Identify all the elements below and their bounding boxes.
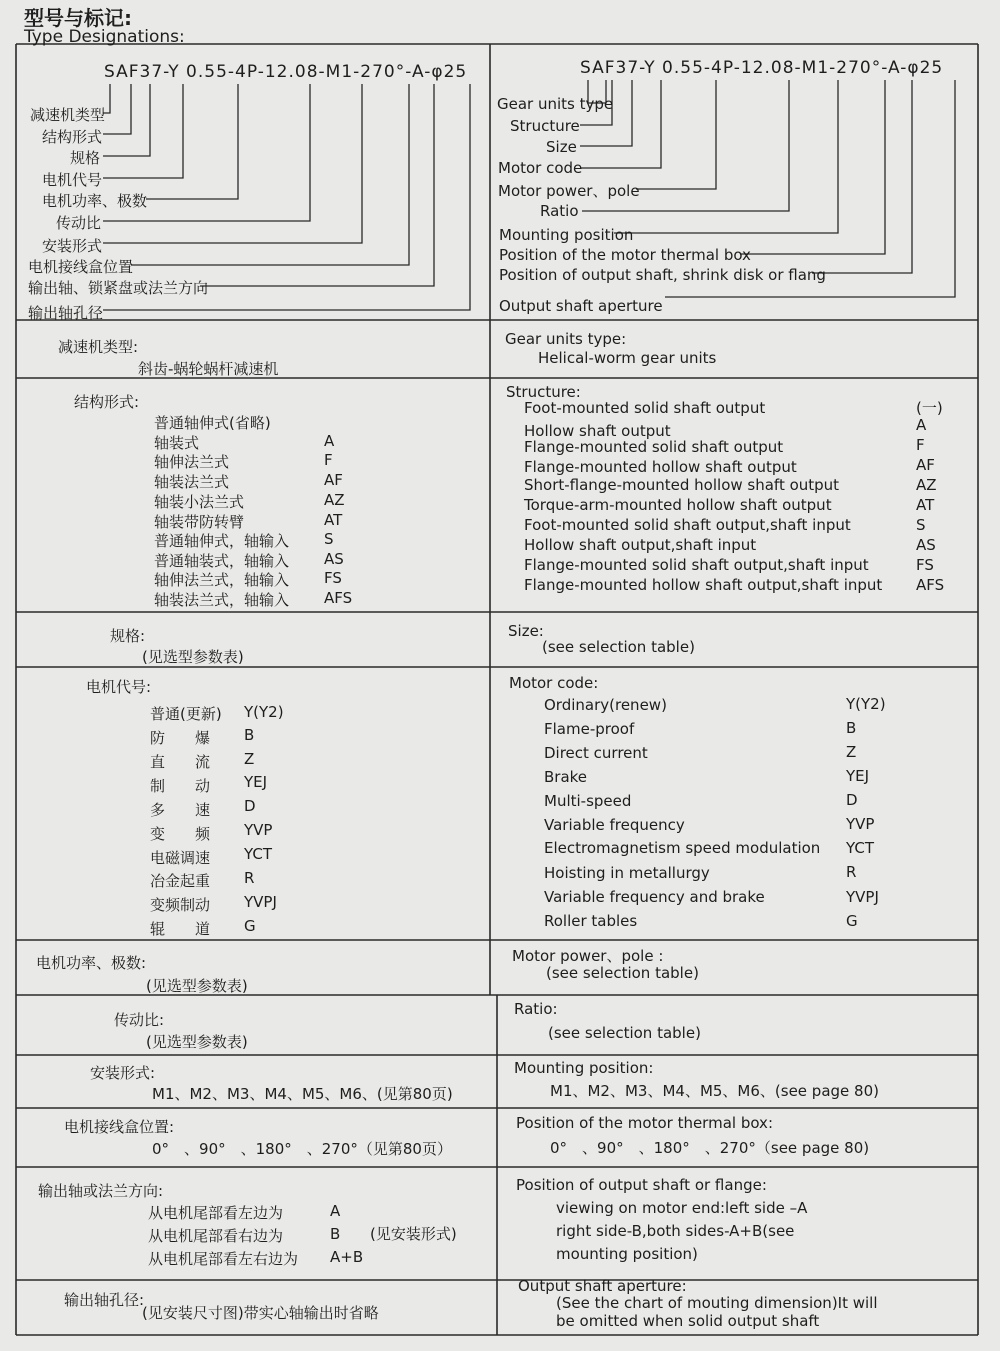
ratio-value-cn: (见选型参数表): [146, 1033, 248, 1051]
output-dir-note-cn: (见安装形式): [370, 1225, 457, 1243]
gear-type-title-en: Gear units type:: [505, 330, 627, 348]
title-en: Type Designations:: [24, 27, 185, 47]
thermal-box-title-en: Position of the motor thermal box:: [516, 1114, 773, 1132]
motor-code-title-cn: 电机代号:: [86, 678, 152, 696]
motor-power-title-cn: 电机功率、极数:: [36, 954, 147, 972]
code-cell: A: [916, 416, 927, 434]
list-item: 防 爆: [150, 729, 211, 747]
list-item: 普通轴伸式，轴输入: [154, 532, 290, 550]
list-item: Torque-arm-mounted hollow shaft output: [524, 496, 832, 514]
list-item: 轴装带防转臂: [154, 513, 245, 531]
label-cn-output-dir: 输出轴、锁紧盘或法兰方向: [28, 279, 209, 297]
list-item: 轴装法兰式，轴输入: [154, 591, 290, 609]
designation-code-left: SAF37-Y 0.55-4P-12.08-M1-270°-A-φ25: [104, 62, 468, 82]
aperture-title-en: Output shaft aperture:: [518, 1277, 687, 1295]
list-item: 变 频: [150, 825, 211, 843]
mounting-title-en: Mounting position:: [514, 1059, 654, 1077]
thermal-box-title-cn: 电机接线盒位置:: [64, 1118, 175, 1136]
list-item: Flange-mounted solid shaft output: [524, 438, 784, 456]
label-en-motor-code: Motor code: [498, 159, 583, 177]
list-item: Hollow shaft output,shaft input: [524, 536, 757, 554]
size-value-cn: (见选型参数表): [142, 648, 244, 666]
code-cell: B: [244, 726, 255, 744]
list-item: Flame-proof: [544, 720, 635, 738]
list-item: Ordinary(renew): [544, 696, 667, 714]
code-cell: AF: [324, 471, 343, 489]
code-cell: AS: [324, 550, 344, 568]
motor-power-title-en: Motor power、pole :: [512, 947, 664, 965]
label-en-structure: Structure: [510, 117, 580, 135]
list-item: 电磁调速: [150, 849, 211, 867]
motor-code-title-en: Motor code:: [509, 674, 599, 692]
list-item: 轴装式: [154, 434, 200, 452]
code-cell: AZ: [916, 476, 937, 494]
code-cell: AT: [324, 511, 343, 529]
list-item: Foot-mounted solid shaft output,shaft input: [524, 516, 851, 534]
code-cell: FS: [916, 556, 934, 574]
label-cn-structure: 结构形式: [42, 128, 103, 146]
code-cell: F: [916, 436, 925, 454]
list-item: Brake: [544, 768, 588, 786]
output-dir-line-en: right side-B,both sides-A+B(see: [556, 1222, 795, 1240]
code-cell: S: [324, 530, 334, 548]
label-en-output-dir: Position of output shaft, shrink disk or flang: [499, 266, 826, 284]
code-cell: YVP: [244, 821, 273, 839]
code-cell: R: [846, 863, 857, 881]
code-cell: A: [324, 432, 335, 450]
code-cell: A: [330, 1202, 341, 1220]
code-cell: G: [244, 917, 256, 935]
gear-type-value-cn: 斜齿-蜗轮蜗杆减速机: [138, 360, 279, 378]
list-item: Multi-speed: [544, 792, 632, 810]
list-item: 轴装法兰式: [154, 473, 230, 491]
code-cell: Y(Y2): [244, 703, 284, 721]
code-cell: D: [244, 797, 256, 815]
label-cn-gear-type: 减速机类型: [30, 106, 106, 124]
mounting-value-en: M1、M2、M3、M4、M5、M6、(see page 80): [550, 1082, 879, 1100]
code-cell: A+B: [330, 1248, 364, 1266]
list-item: Electromagnetism speed modulation: [544, 839, 821, 857]
list-item: 冶金起重: [150, 872, 211, 890]
title-cn: 型号与标记:: [24, 6, 132, 30]
label-cn-aperture: 输出轴孔径: [28, 304, 104, 322]
thermal-box-value-cn: 0° 、90° 、180° 、270°（见第80页）: [152, 1140, 452, 1158]
ratio-title-en: Ratio:: [514, 1000, 558, 1018]
code-cell: B: [330, 1225, 341, 1243]
code-cell: AZ: [324, 491, 345, 509]
code-cell: YEJ: [846, 767, 870, 785]
code-cell: YVPJ: [846, 888, 879, 906]
label-en-size: Size: [546, 138, 577, 156]
list-item: 从电机尾部看左边为: [148, 1204, 284, 1222]
code-cell: Y(Y2): [846, 695, 886, 713]
ratio-title-cn: 传动比:: [114, 1011, 165, 1029]
list-item: 制 动: [150, 777, 211, 795]
code-cell: G: [846, 912, 858, 930]
list-item: 直 流: [150, 753, 211, 771]
list-item: 轴伸法兰式: [154, 453, 230, 471]
label-en-thermal-box: Position of the motor thermal box: [499, 246, 751, 264]
ratio-value-en: (see selection table): [548, 1024, 701, 1042]
code-cell: AT: [916, 496, 935, 514]
mounting-title-cn: 安装形式:: [90, 1064, 156, 1082]
list-item: Foot-mounted solid shaft output: [524, 399, 766, 417]
list-item: Hoisting in metallurgy: [544, 864, 710, 882]
list-item: Variable frequency: [544, 816, 685, 834]
label-cn-thermal-box: 电机接线盒位置: [28, 258, 134, 276]
list-item: 轴装小法兰式: [154, 493, 245, 511]
list-item: 轴伸法兰式，轴输入: [154, 571, 290, 589]
output-dir-title-en: Position of output shaft or flange:: [516, 1176, 767, 1194]
label-cn-motor-power: 电机功率、极数: [42, 192, 148, 210]
label-en-ratio: Ratio: [540, 202, 579, 220]
code-cell: S: [916, 516, 926, 534]
label-cn-size: 规格: [70, 149, 101, 167]
structure-title-en: Structure:: [506, 383, 581, 401]
code-cell: YCT: [846, 839, 874, 857]
label-en-gear-type: Gear units type: [497, 95, 614, 113]
list-item: 多 速: [150, 801, 211, 819]
code-cell: F: [324, 451, 333, 469]
code-cell: Z: [244, 750, 255, 768]
list-item: Flange-mounted hollow shaft output,shaft input: [524, 576, 883, 594]
list-item: Direct current: [544, 744, 648, 762]
structure-title-cn: 结构形式:: [74, 393, 140, 411]
gear-type-title-cn: 减速机类型:: [58, 338, 139, 356]
code-cell: YVPJ: [244, 893, 277, 911]
list-item: 从电机尾部看左右边为: [148, 1250, 299, 1268]
list-item: Flange-mounted solid shaft output,shaft input: [524, 556, 869, 574]
code-cell: FS: [324, 569, 342, 587]
code-cell: Z: [846, 743, 857, 761]
list-item: 辊 道: [150, 920, 211, 938]
output-dir-line-en: mounting position): [556, 1245, 698, 1263]
motor-power-value-cn: (见选型参数表): [146, 977, 248, 995]
label-cn-ratio: 传动比: [56, 214, 102, 232]
list-item: Variable frequency and brake: [544, 888, 765, 906]
list-item: 变频制动: [150, 896, 211, 914]
aperture-value-cn: (见安装尺寸图)带实心轴输出时省略: [142, 1304, 379, 1322]
aperture-title-cn: 输出轴孔径:: [64, 1291, 145, 1309]
thermal-box-value-en: 0° 、90° 、180° 、270°（see page 80): [550, 1139, 870, 1157]
list-item: Hollow shaft output: [524, 422, 671, 440]
label-cn-mounting: 安装形式: [42, 237, 103, 255]
code-cell: B: [846, 719, 857, 737]
size-title-cn: 规格:: [110, 627, 146, 645]
list-item: Short-flange-mounted hollow shaft output: [524, 476, 840, 494]
mounting-value-cn: M1、M2、M3、M4、M5、M6、(见第80页): [152, 1085, 453, 1103]
code-cell: YVP: [846, 815, 875, 833]
list-item: 普通轴装式，轴输入: [154, 552, 290, 570]
aperture-line-en: be omitted when solid output shaft: [556, 1312, 820, 1330]
code-cell: YEJ: [244, 773, 268, 791]
label-en-motor-power: Motor power、pole: [498, 182, 640, 200]
list-item: 从电机尾部看右边为: [148, 1227, 284, 1245]
code-cell: AFS: [916, 576, 945, 594]
list-item: Roller tables: [544, 912, 638, 930]
code-cell: R: [244, 869, 255, 887]
code-cell: AS: [916, 536, 936, 554]
list-item: Flange-mounted hollow shaft output: [524, 458, 797, 476]
size-value-en: (see selection table): [542, 638, 695, 656]
label-en-mounting: Mounting position: [499, 226, 634, 244]
gear-type-value-en: Helical-worm gear units: [538, 349, 717, 367]
code-cell: AF: [916, 456, 935, 474]
output-dir-line-en: viewing on motor end:left side –A: [556, 1199, 808, 1217]
code-cell: YCT: [244, 845, 272, 863]
label-en-aperture: Output shaft aperture: [499, 297, 663, 315]
code-cell: AFS: [324, 589, 353, 607]
motor-power-value-en: (see selection table): [546, 964, 699, 982]
label-cn-motor-code: 电机代号: [42, 171, 103, 189]
list-item: 普通轴伸式(省略): [154, 414, 271, 432]
size-title-en: Size:: [508, 622, 544, 640]
list-item: 普通(更新): [150, 705, 222, 723]
code-cell: D: [846, 791, 858, 809]
designation-code-right: SAF37-Y 0.55-4P-12.08-M1-270°-A-φ25: [580, 58, 944, 78]
output-dir-title-cn: 输出轴或法兰方向:: [38, 1182, 164, 1200]
aperture-line-en: (See the chart of mouting dimension)It will: [556, 1294, 878, 1312]
code-cell: (一): [916, 399, 943, 417]
